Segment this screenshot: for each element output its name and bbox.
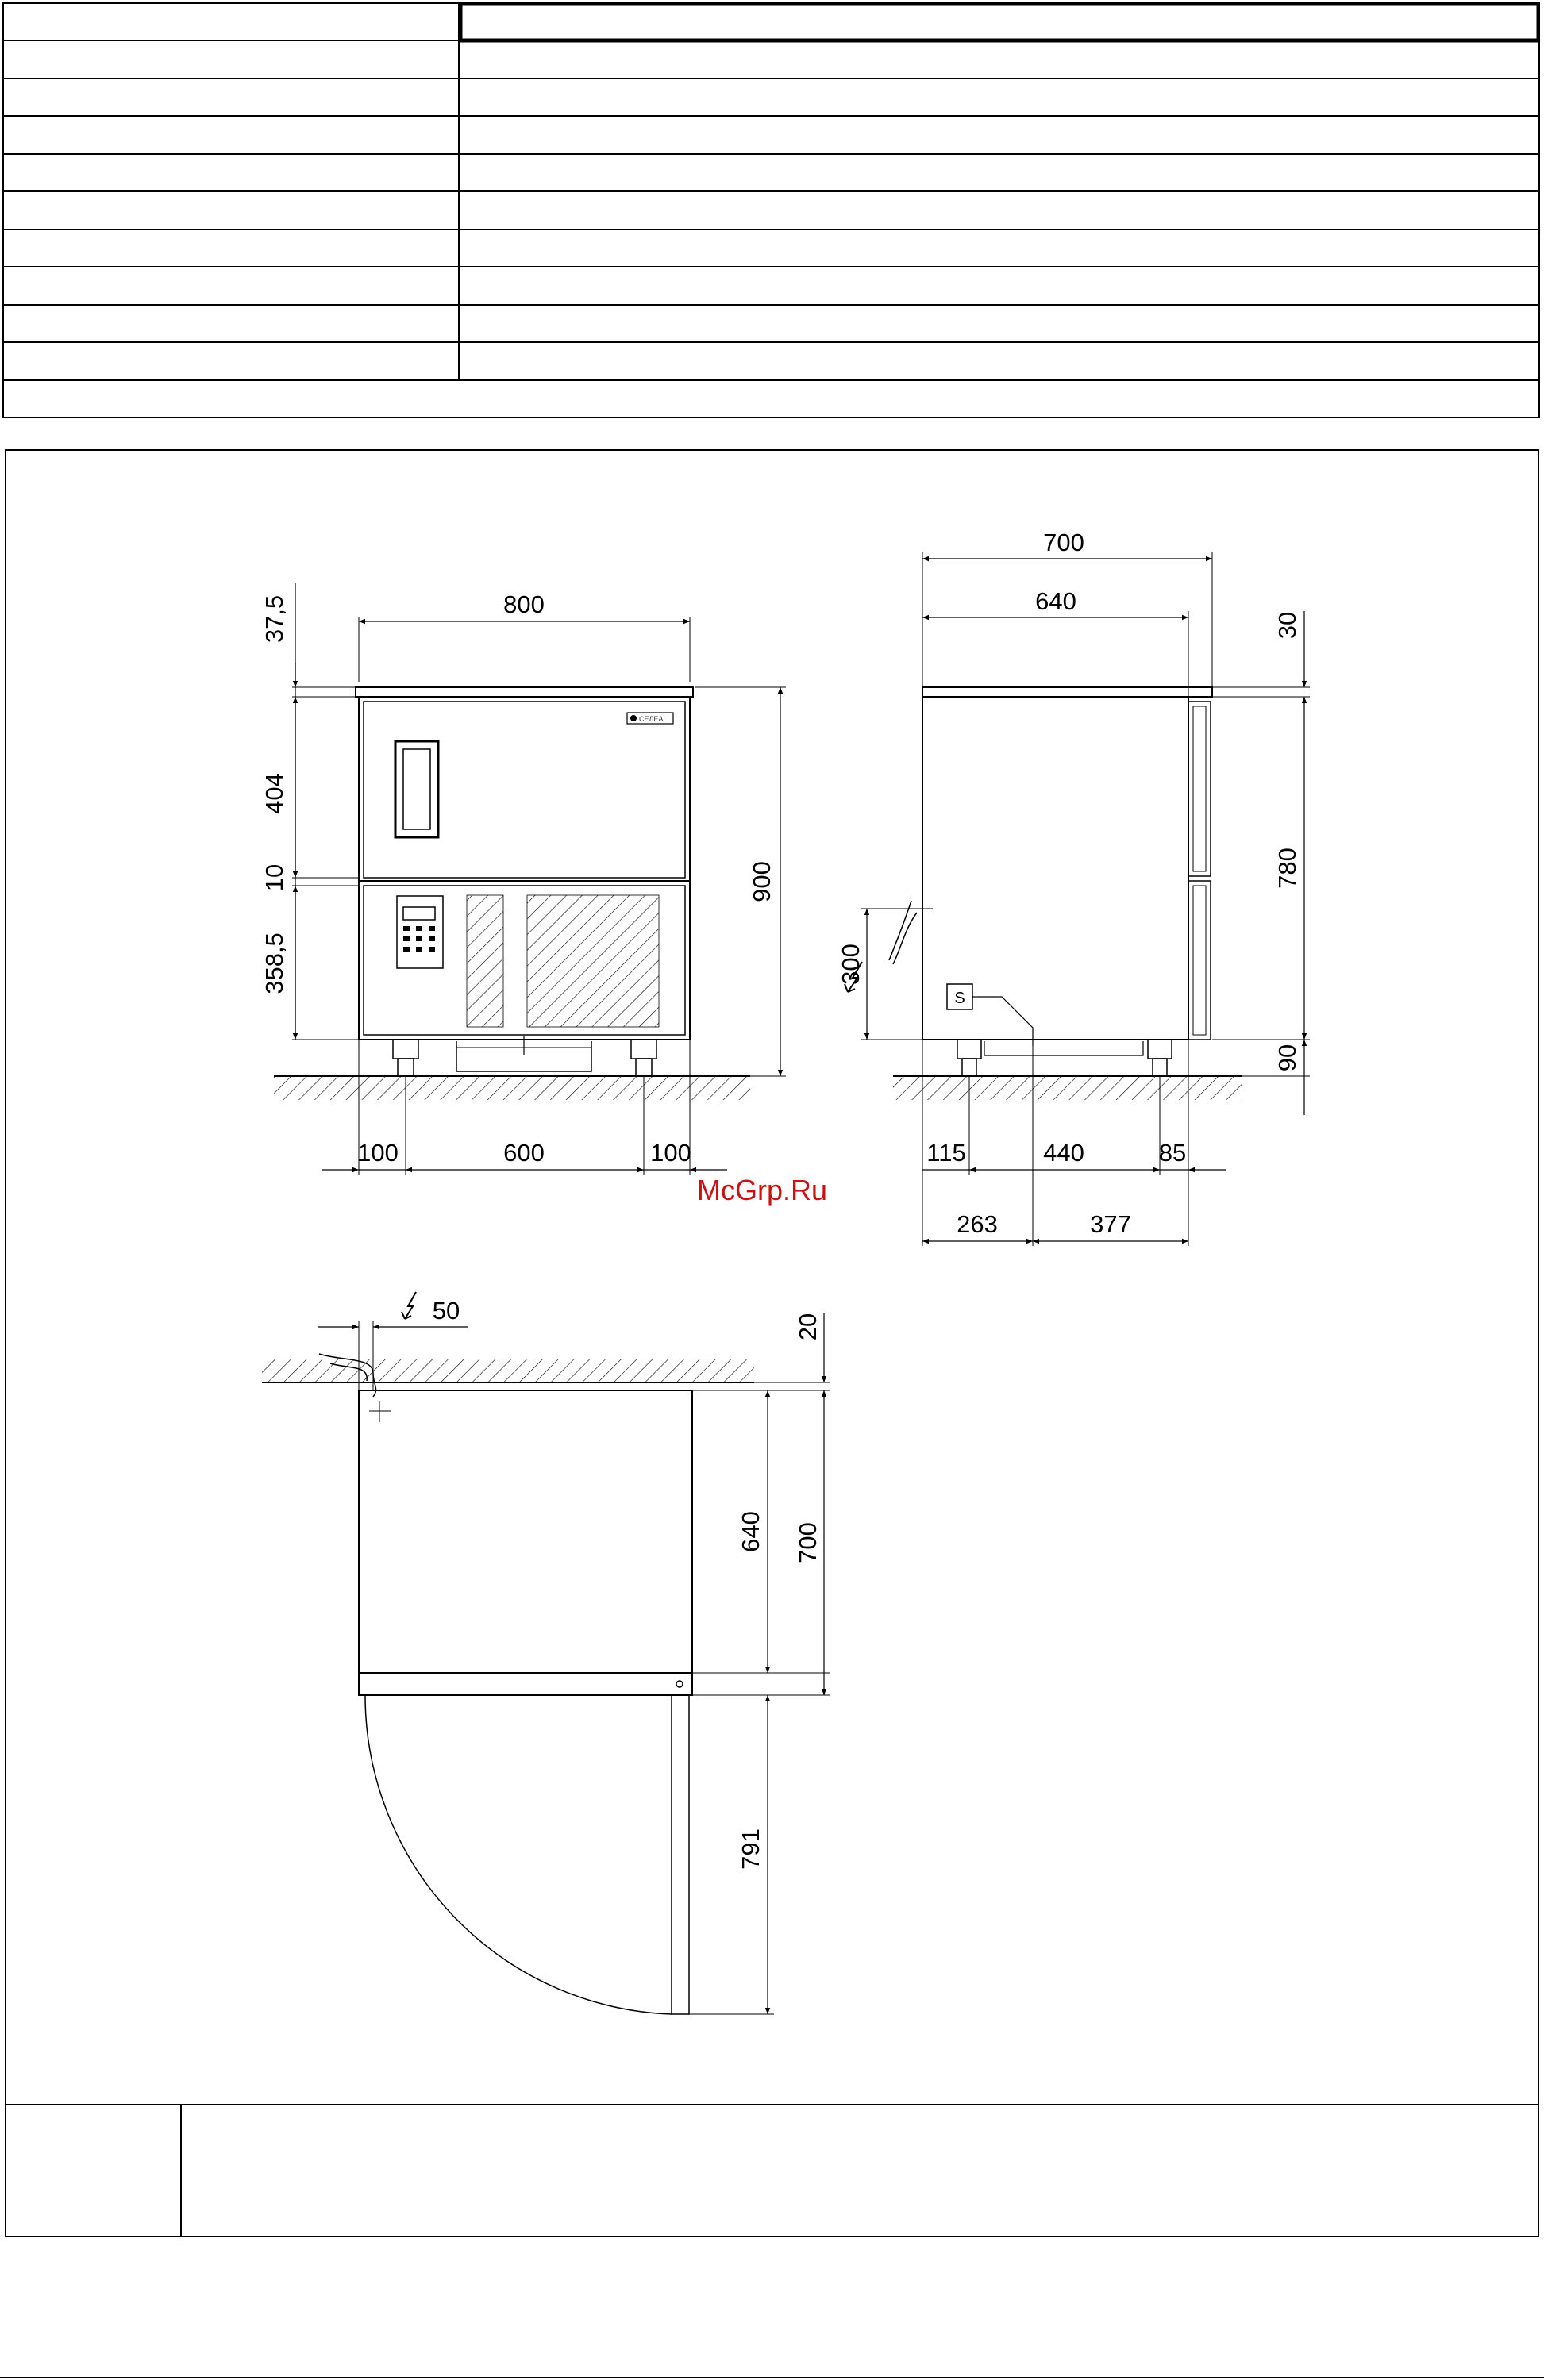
notes-grid [5,2105,1539,2237]
front-foot-span-label: 600 [503,1139,545,1167]
electric-supply-icon [402,1292,416,1319]
watermark: McGrp.Ru [697,1174,828,1206]
side-drain-rear-label: 377 [1090,1210,1131,1238]
side-body-height-label: 780 [1273,848,1301,889]
front-width-label: 800 [503,590,545,618]
front-foot-right-label: 100 [650,1139,691,1167]
top-cable-offset-label: 50 [432,1297,460,1325]
side-view-labels [837,529,1301,1238]
front-lower-height-label: 358,5 [260,932,288,994]
front-top-offset-label: 37,5 [260,594,288,644]
front-gap-label: 10 [260,863,288,892]
side-foot-front-label: 115 [926,1139,966,1167]
top-view [262,1313,830,2014]
front-view [274,583,786,1175]
side-top-thickness-label: 30 [1273,611,1301,640]
top-door-swing-label: 791 [737,1828,764,1870]
vent-grille [467,895,659,1027]
side-foot-rear-label: 85 [1158,1139,1187,1167]
drain-symbol-label: S [954,990,965,1007]
side-leg-height-label: 90 [1273,1044,1301,1072]
top-wall-gap-label: 20 [794,1313,822,1341]
front-door-height-label: 404 [260,773,288,814]
ground-hatch [893,1076,1242,1100]
door-swing-arc [365,1695,672,2014]
side-drain-front-label: 263 [957,1210,998,1238]
door-panel [364,702,685,878]
wall-hatch [262,1359,754,1382]
side-foot-span-label: 440 [1043,1139,1084,1167]
door-open-leaf [672,1695,689,2014]
door-handle [395,741,438,837]
front-foot-left-label: 100 [357,1139,399,1167]
brand-logo-text: CЕЛЕА [639,715,664,723]
side-cable-height-label: 300 [837,944,864,985]
side-depth-body-label: 640 [1035,587,1076,615]
front-total-height-label: 900 [748,861,776,902]
top-depth-body-label: 640 [737,1511,764,1552]
control-buttons [403,926,435,952]
side-depth-total-label: 700 [1043,529,1084,556]
ground-hatch [274,1076,750,1100]
control-display [403,907,435,920]
top-depth-total-label: 700 [794,1522,822,1563]
